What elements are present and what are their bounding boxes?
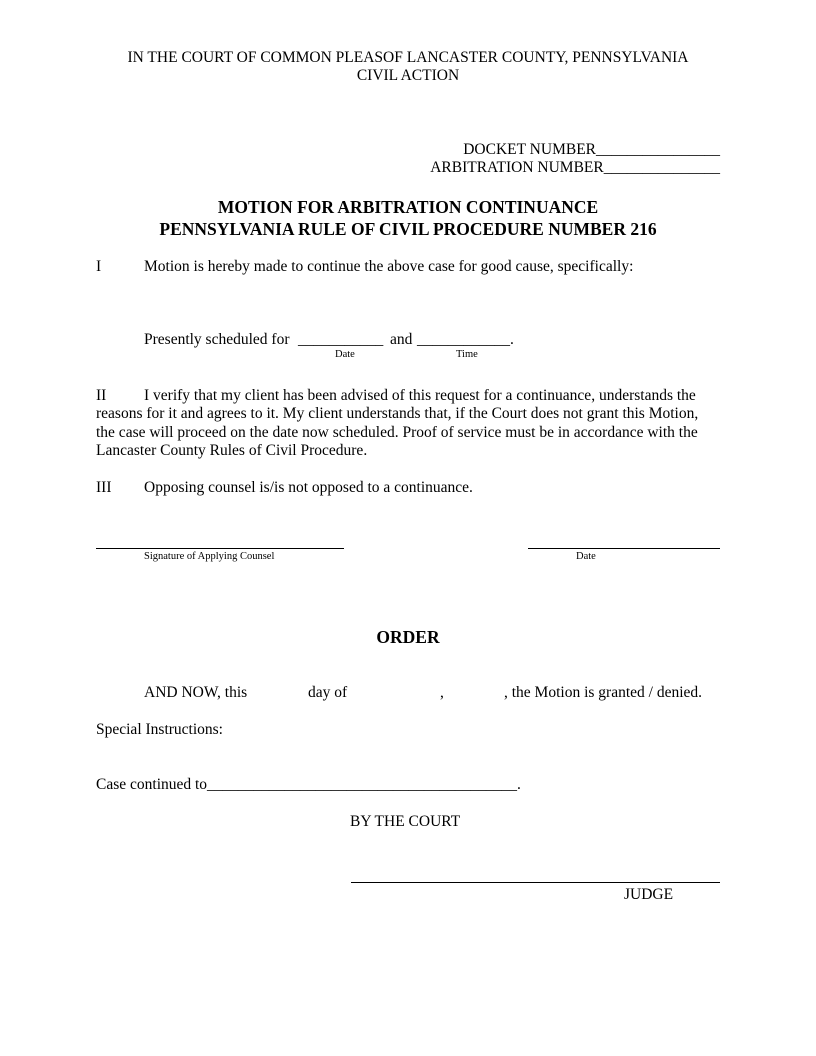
- and-now-text: AND NOW, this: [144, 684, 248, 701]
- arbitration-number-field[interactable]: ARBITRATION NUMBER_______________: [430, 159, 720, 176]
- signature-date-caption: Date: [576, 551, 596, 562]
- signature-date-line[interactable]: [528, 548, 720, 549]
- scheduled-label: Presently scheduled for: [144, 331, 290, 348]
- motion-title: MOTION FOR ARBITRATION CONTINUANCE: [217, 197, 599, 217]
- section-numeral-2: II: [96, 387, 107, 404]
- court-heading: IN THE COURT OF COMMON PLEASOF LANCASTER COUNTY, PENNSYLVANIA: [127, 49, 689, 66]
- civil-action-heading: CIVIL ACTION: [356, 67, 460, 84]
- time-caption: Time: [456, 349, 478, 360]
- case-continued-field[interactable]: Case continued to________________________________________.: [96, 776, 521, 793]
- by-the-court-text: BY THE COURT: [350, 813, 461, 830]
- section-2-text: reasons for it and agrees to it. My client understands that, if the Court does not grant this Motion, the case will proceed on the date now scheduled. Proof of service must be in accordance with the Lancaster County Rules of Civil Procedure.: [96, 405, 699, 460]
- motion-subtitle: PENNSYLVANIA RULE OF CIVIL PROCEDURE NUMBER 216: [159, 219, 657, 239]
- date-caption: Date: [335, 349, 355, 360]
- scheduled-time-field[interactable]: ____________.: [417, 331, 514, 348]
- section-numeral-1: I: [96, 258, 102, 275]
- and-word: and: [390, 331, 413, 348]
- section-1-text: Motion is hereby made to continue the above case for good cause, specifically:: [144, 258, 634, 275]
- judge-signature-line[interactable]: [351, 882, 720, 883]
- counsel-signature-line[interactable]: [96, 548, 344, 549]
- judge-caption: JUDGE: [624, 886, 674, 903]
- docket-number-field[interactable]: DOCKET NUMBER________________: [463, 141, 720, 158]
- scheduled-date-field[interactable]: ___________: [298, 331, 384, 348]
- granted-denied-text: , the Motion is granted / denied.: [504, 684, 703, 701]
- counsel-signature-caption: Signature of Applying Counsel: [144, 551, 275, 562]
- section-2-first-line: I verify that my client has been advised of this request for a continuance, understands the: [144, 387, 696, 404]
- day-of-text: day of: [308, 684, 348, 701]
- special-instructions-label: Special Instructions:: [96, 721, 223, 738]
- order-comma: ,: [440, 684, 444, 701]
- section-3-text: Opposing counsel is/is not opposed to a continuance.: [144, 479, 473, 496]
- section-numeral-3: III: [96, 479, 112, 496]
- order-heading: ORDER: [376, 627, 440, 647]
